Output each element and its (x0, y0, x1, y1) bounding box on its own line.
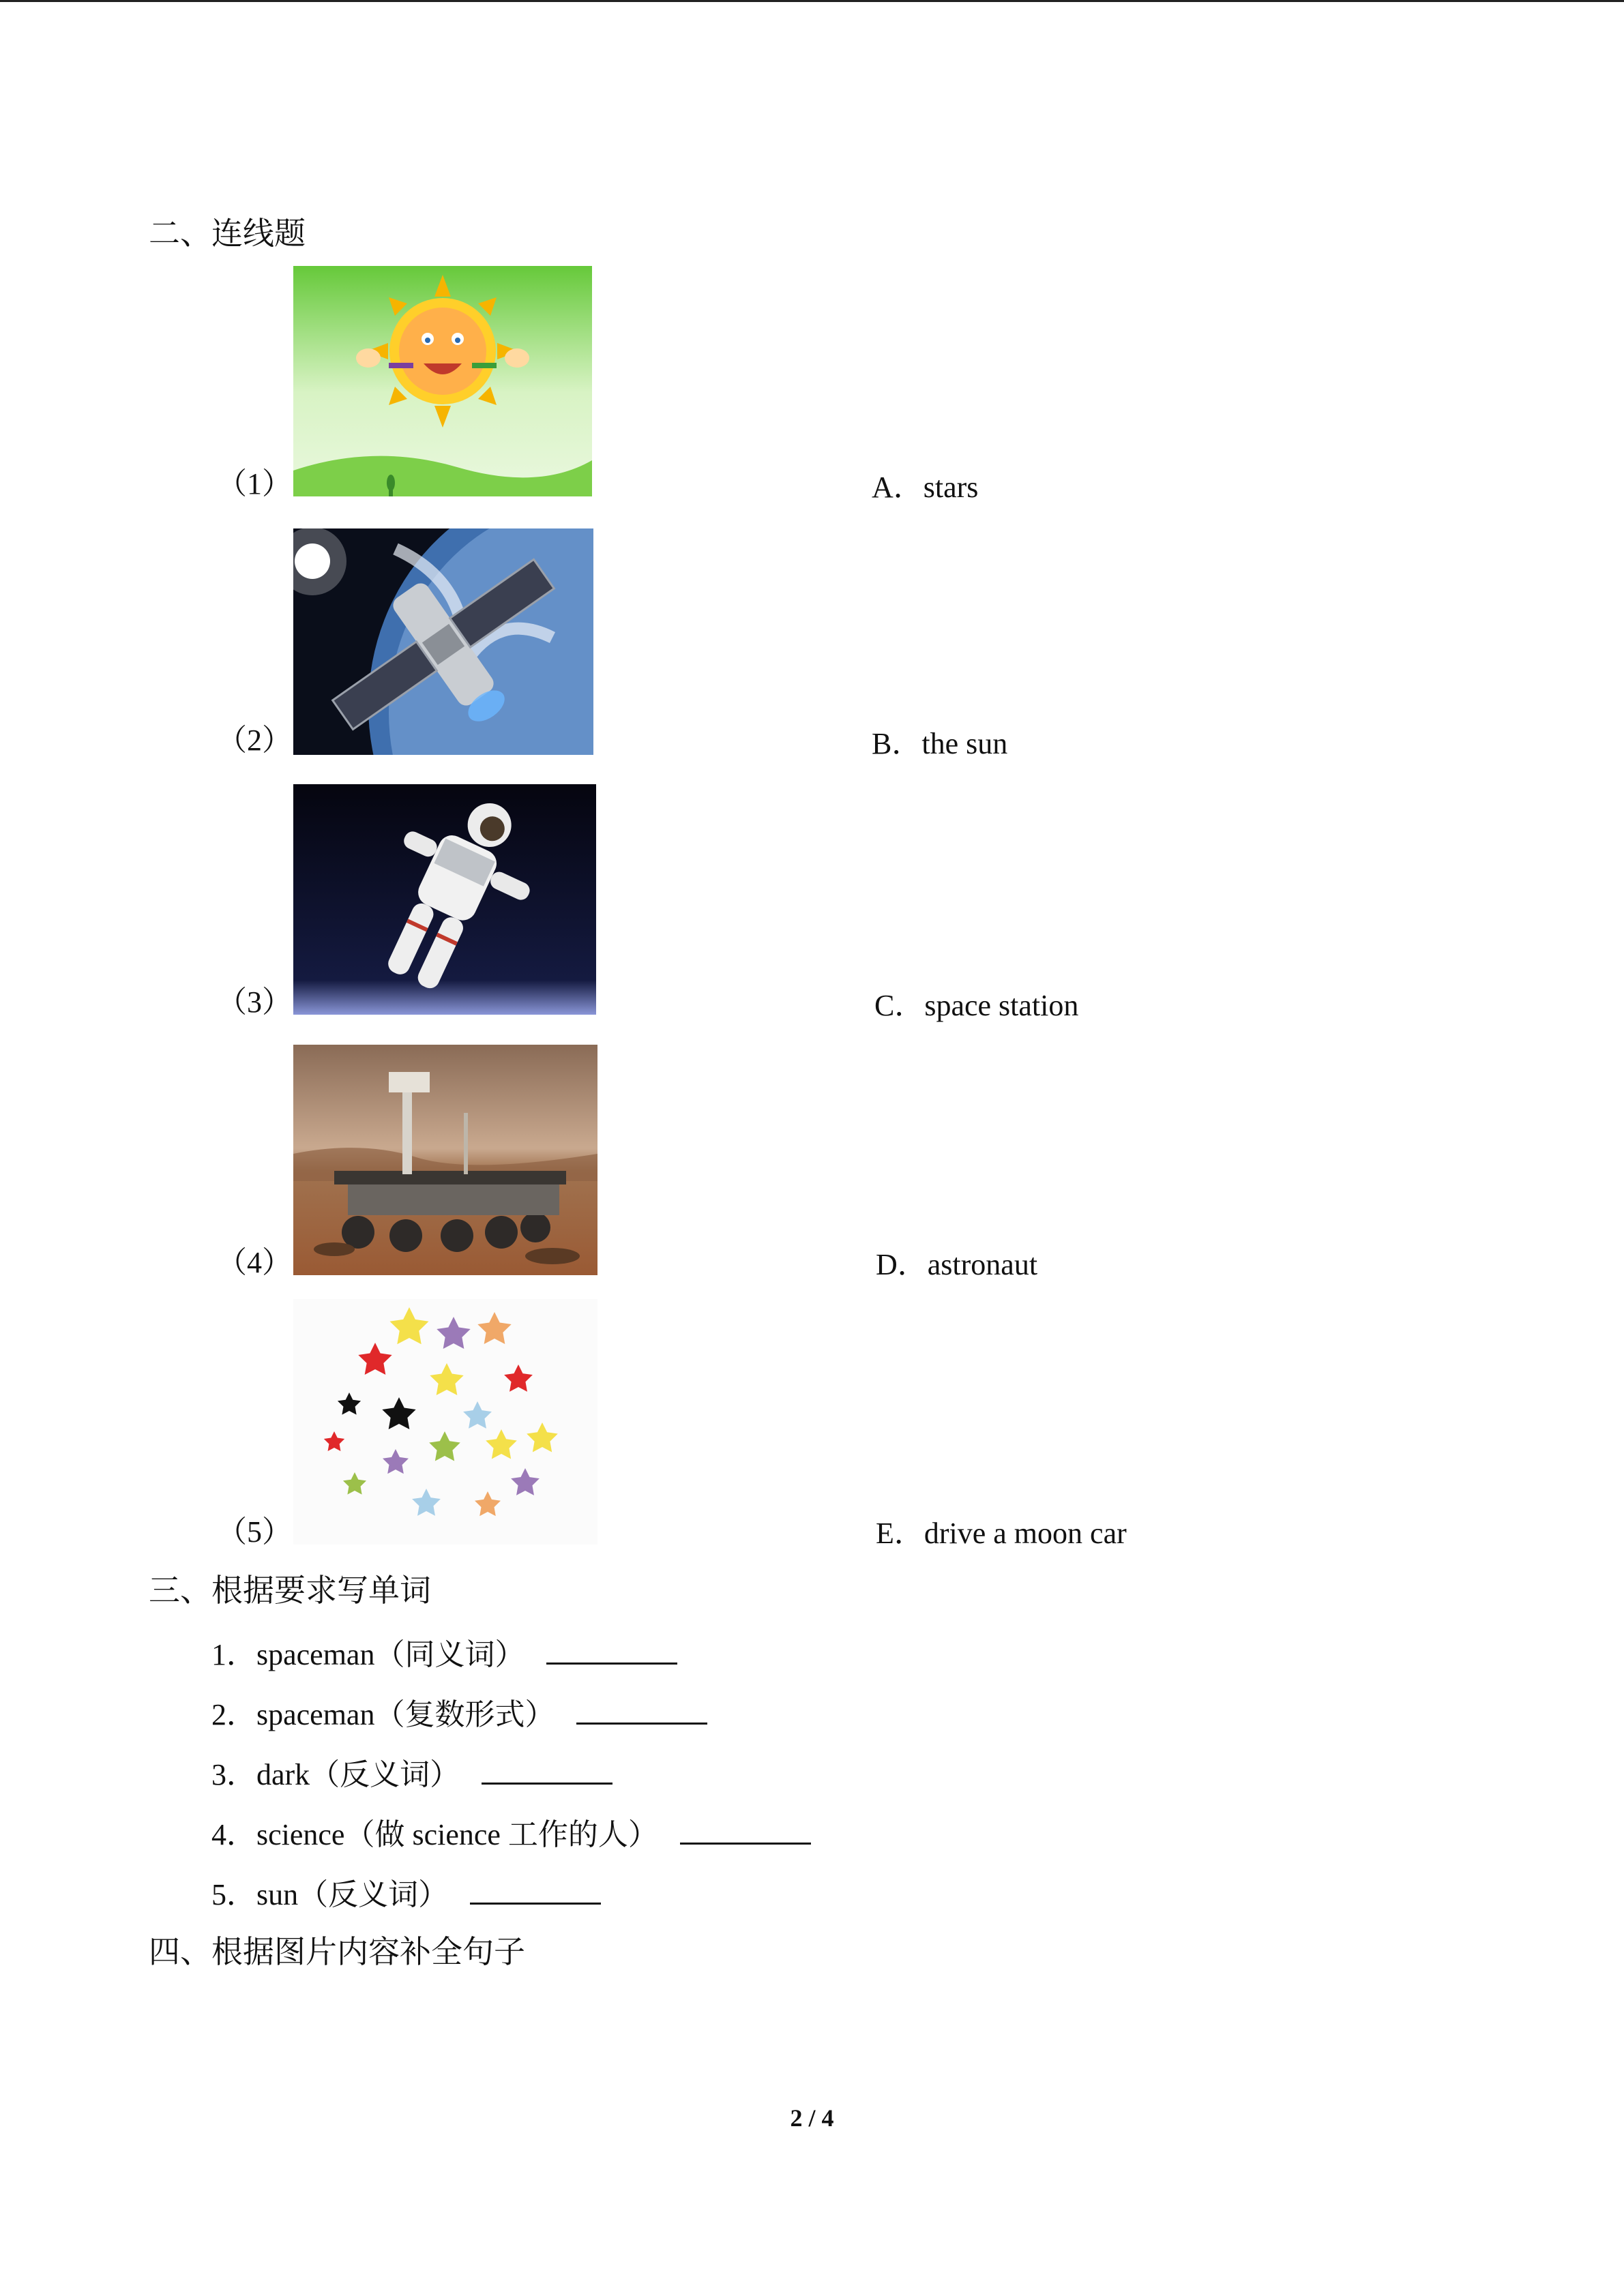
match-number-2: （2） (217, 724, 292, 757)
sun-image (293, 266, 592, 496)
question-3 (211, 1757, 612, 1790)
answer-blank-1[interactable] (546, 1637, 677, 1665)
question-4 (211, 1817, 811, 1850)
answer-blank-4[interactable] (680, 1817, 811, 1845)
question-1-text: 1．spaceman（同义词） (211, 1638, 525, 1671)
question-1 (211, 1637, 677, 1670)
match-number-1: （1） (217, 467, 292, 501)
top-border (0, 0, 1624, 2)
answer-blank-5[interactable] (470, 1877, 601, 1905)
question-3-text: 3．dark（反义词） (211, 1758, 460, 1791)
moon-rover-image (293, 1045, 597, 1275)
page-number: 2 / 4 (790, 2104, 834, 2132)
stars-image (293, 1299, 597, 1545)
section4-title: 四、根据图片内容补全句子 (149, 1935, 525, 1969)
section2-title: 二、连线题 (149, 216, 306, 251)
section3-title: 三、根据要求写单词 (149, 1573, 431, 1608)
match-number-5: （5） (217, 1515, 292, 1549)
option-b: B．the sun (872, 727, 1008, 760)
question-5-text: 5．sun（反义词） (211, 1878, 449, 1911)
option-a: A．stars (872, 471, 979, 504)
astronaut-image (293, 784, 596, 1015)
question-4-text: 4．science（做 science 工作的人） (211, 1818, 658, 1851)
answer-blank-2[interactable] (576, 1697, 707, 1725)
question-2 (211, 1697, 707, 1730)
question-5 (211, 1877, 601, 1910)
space-station-image (293, 528, 593, 755)
match-number-4: （4） (217, 1246, 292, 1279)
match-number-3: （3） (217, 985, 292, 1019)
option-d: D．astronaut (876, 1248, 1038, 1281)
answer-blank-3[interactable] (482, 1757, 612, 1785)
option-e: E．drive a moon car (876, 1517, 1127, 1550)
option-c: C．space station (874, 989, 1079, 1022)
question-2-text: 2．spaceman（复数形式） (211, 1698, 555, 1731)
